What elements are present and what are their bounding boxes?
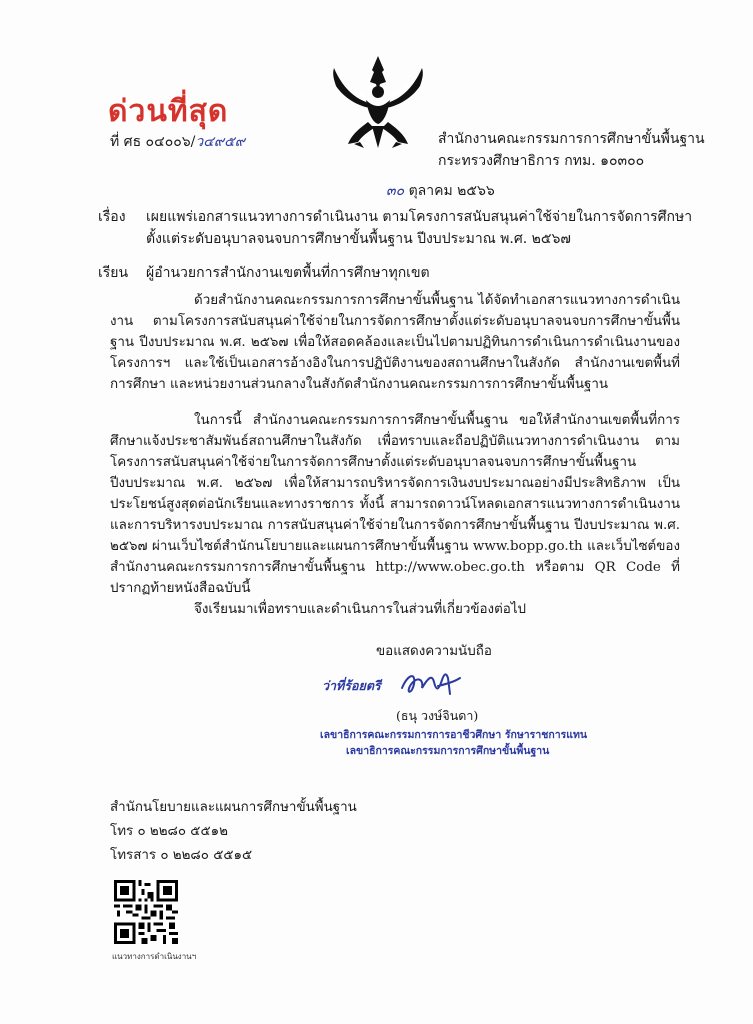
subject-line (98, 206, 698, 250)
signer-position-2: เลขาธิการคณะกรรมการการศึกษาขั้นพื้นฐาน (346, 745, 550, 757)
body-paragraph-3: จึงเรียนมาเพื่อทราบและดำเนินการในส่วนที่เกี่ยวข้องต่อไป (194, 602, 527, 617)
issuing-organization (438, 128, 738, 172)
closing-salutation: ขอแสดงความนับถือ (376, 644, 492, 659)
qr-code-icon[interactable] (114, 880, 178, 944)
org-name: สำนักงานคณะกรรมการการศึกษาขั้นพื้นฐาน (438, 131, 705, 147)
contact-phone: โทร ๐ ๒๒๘๐ ๕๕๑๒ (110, 824, 228, 839)
recipient-text: ผู้อำนวยการสำนักงานเขตพื้นที่การศึกษาทุกเขต (146, 265, 430, 281)
document-number-prefix: ที่ ศธ ๐๔๐๐๖/ (110, 134, 196, 150)
org-address: กระทรวงศึกษาธิการ กทม. ๑๐๓๐๐ (438, 153, 645, 169)
qr-code-caption: แนวทางการดำเนินงานฯ (112, 952, 197, 961)
body-paragraph-2: ในการนี้ สำนักงานคณะกรรมการการศึกษาขั้นพื้นฐาน ขอให้สำนักงานเขตพื้นที่การศึกษาแจ้งประชาสัมพันธ์สถานศึกษาในสังกัด เพื่อทราบและถือปฏิบัติแนวทางการดำเนินงาน ตามโครงการสนับสนุนค่าใช้จ่ายในการจัดการศึกษาตั้งแต่ระดับอนุบาลจนจบการศึกษาขั้นพื้นฐาน ปีงบประมาณ พ.ศ. ๒๕๖๗ เพื่อให้สามารถบริหารจัดการเงินงบประมาณอย่างมีประสิทธิภาพ เป็นประโยชน์สูงสุดต่อนักเรียนและทางราชการ ทั้งนี้ สามารถดาวน์โหลดเอกสารแนวทางการดำเนินงานและการบริหารงบประมาณ การสนับสนุนค่าใช้จ่ายในการจัดการศึกษาขั้นพื้นฐาน ปีงบประมาณ พ.ศ. ๒๕๖๗ ผ่านเว็บไซต์สำนักนโยบายและแผนการศึกษาขั้นพื้นฐาน www.bopp.go.th และเว็บไซต์ของสำนักงานคณะกรรมการการศึกษาขั้นพื้นฐาน http://www.obec.go.th หรือตาม QR Code ที่ปรากฏท้ายหนังสือฉบับนี้ (110, 413, 680, 596)
subject-label: เรื่อง (98, 209, 126, 225)
recipient-line (98, 262, 430, 284)
signer-rank: ว่าที่ร้อยตรี (322, 678, 381, 693)
handwritten-signature (398, 664, 462, 700)
signer-position-1: เลขาธิการคณะกรรมการการอาชีวศึกษา รักษาราชการแทน (320, 729, 588, 741)
document-date (386, 180, 495, 202)
contact-office: สำนักนโยบายและแผนการศึกษาขั้นพื้นฐาน (110, 800, 357, 815)
signer-name: (ธนุ วงษ์จินดา) (396, 708, 479, 723)
date-day-handwritten: ๓๐ (386, 183, 405, 199)
recipient-label: เรียน (98, 265, 129, 281)
contact-fax: โทรสาร ๐ ๒๒๘๐ ๕๕๑๕ (110, 848, 253, 863)
subject-text: เผยแพร่เอกสารแนวทางการดำเนินงาน ตามโครงการสนับสนุนค่าใช้จ่ายในการจัดการศึกษาตั้งแต่ระดับอนุบาลจนจบการศึกษาขั้นพื้นฐาน ปีงบประมาณ พ.ศ. ๒๕๖๗ (146, 209, 693, 247)
urgent-stamp: ด่วนที่สุด (108, 94, 229, 129)
date-month-year: ตุลาคม ๒๕๖๖ (404, 183, 495, 199)
document-number (110, 131, 245, 153)
garuda-emblem-icon (330, 52, 426, 152)
document-number-handwritten: ว๔๙๕๙ (195, 134, 245, 150)
body-paragraph-1: ด้วยสำนักงานคณะกรรมการการศึกษาขั้นพื้นฐาน ได้จัดทำเอกสารแนวทางการดำเนินงาน ตามโครงการสนับสนุนค่าใช้จ่ายในการจัดการศึกษาตั้งแต่ระดับอนุบาลจนจบการศึกษาขั้นพื้นฐาน ปีงบประมาณ พ.ศ. ๒๕๖๗ เพื่อให้สอดคล้องและเป็นไปตามปฏิทินการดำเนินการดำเนินงานของโครงการฯ และใช้เป็นเอกสารอ้างอิงในการปฏิบัติงานของสถานศึกษาในสังกัด สำนักงานเขตพื้นที่การศึกษา และหน่วยงานส่วนกลางในสังกัดสำนักงานคณะกรรมการการศึกษาขั้นพื้นฐาน (110, 293, 680, 392)
